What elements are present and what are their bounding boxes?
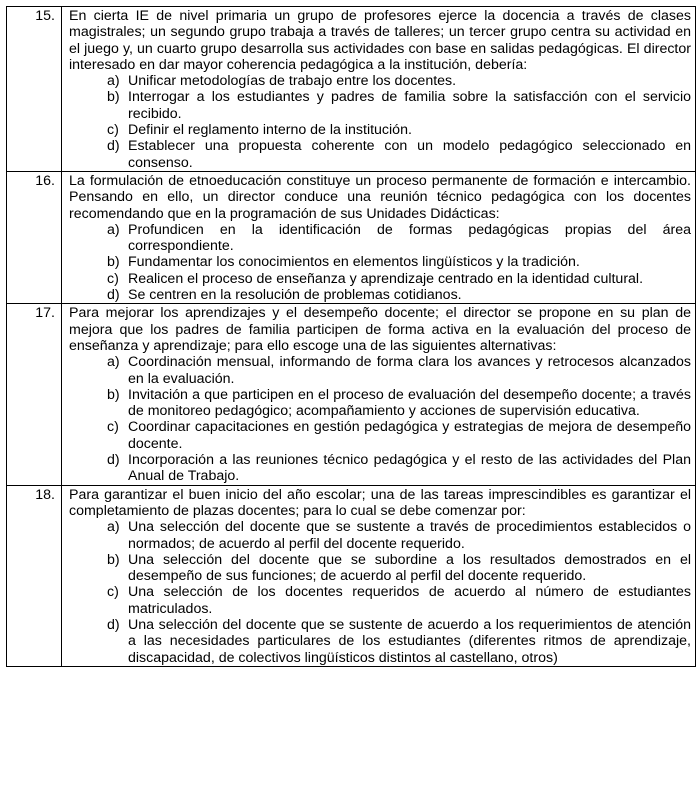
question-stem: La formulación de etnoeducación constituye un proceso permanente de formación e intercambio. Pensando en ello, un director conduce una reunión técnico pedagógica con los docentes recomendando que en la programación de sus Unidades Didácticas: [69,172,691,222]
option-text: Realicen el proceso de enseñanza y aprendizaje centrado en la identidad cultural. [128,270,644,287]
options-list [69,354,691,484]
options-list [69,222,691,303]
questions-table [6,6,696,667]
question-row [7,171,696,303]
option-item [69,287,691,303]
option-label: c) [107,122,119,139]
option-label: a) [107,73,120,90]
option-item [69,584,691,617]
option-label: b) [107,386,120,403]
question-body [62,7,696,172]
option-text: Una selección del docente que se sustente a través de procedimientos establecidos o normados; de acuerdo al perfil del docente requerido. [128,519,691,552]
question-body [62,485,696,666]
option-item [69,73,691,89]
option-label: b) [107,254,120,271]
option-text: Profundicen en la identificación de formas pedagógicas propias del área correspondiente. [128,221,691,255]
option-item [69,617,691,666]
option-label: c) [107,419,119,436]
exam-page [6,6,696,667]
option-item [69,271,691,287]
option-item [69,138,691,171]
option-label: d) [107,616,120,633]
option-label: a) [107,221,120,238]
question-number: 15. [7,7,62,172]
question-stem: Para garantizar el buen inicio del año escolar; una de las tareas imprescindibles es garantizar el completamiento de plazas docentes; para lo cual se debe comenzar por: [69,486,691,519]
option-item [69,519,691,552]
question-row [7,304,696,485]
option-item [69,89,691,122]
option-text: Definir el reglamento interno de la institución. [128,122,412,139]
question-stem: Para mejorar los aprendizajes y el desempeño docente; el director se propone en su plan de mejora que los padres de familia participen de forma activa en la evaluación del proceso de enseñanza y aprendizaje; para ello escoge una de las siguientes alternativas: [69,305,691,354]
option-label: b) [107,89,120,106]
question-row [7,485,696,666]
option-label: a) [107,354,120,371]
question-number: 16. [7,171,62,303]
option-label: b) [107,551,120,568]
question-number: 17. [7,304,62,485]
option-text: Interrogar a los estudiantes y padres de familia sobre la satisfacción con el servicio recibido. [128,89,691,122]
option-label: d) [107,452,120,469]
option-item [69,387,691,420]
option-item [69,452,691,485]
options-list [69,73,691,171]
option-text: Fundamentar los conocimientos en elementos lingüísticos y la tradición. [128,254,580,271]
option-text: Una selección del docente que se subordine a los resultados demostrados en el desempeño de sus funciones; de acuerdo al perfil del docente requerido. [128,551,691,585]
question-body [62,304,696,485]
question-number: 18. [7,485,62,666]
option-item [69,552,691,585]
option-text: Coordinación mensual, informando de forma clara los avances y retrocesos alcanzados en la evaluación. [128,354,691,387]
option-label: c) [107,584,119,601]
option-label: d) [107,287,120,304]
option-label: c) [107,270,119,287]
option-text: Incorporación a las reuniones técnico pedagógica y el resto de las actividades del Plan Anual de Trabajo. [128,452,691,485]
option-text: Unificar metodologías de trabajo entre los docentes. [128,73,457,90]
option-item [69,254,691,270]
question-row [7,7,696,172]
option-item [69,222,691,255]
option-item [69,354,691,387]
option-text: Una selección del docente que se sustente de acuerdo a los requerimientos de atención a las necesidades particulares de los estudiantes (diferentes ritmos de aprendizaje, discapacidad, de colectivos lingüísticos distintos al castellano, otros) [128,616,691,666]
options-list [69,519,691,666]
question-body [62,171,696,303]
option-text: Se centren en la resolución de problemas cotidianos. [128,287,462,304]
question-stem: En cierta IE de nivel primaria un grupo de profesores ejerce la docencia a través de clases magistrales; un segundo grupo trabaja a través de talleres; un tercer grupo centra su actividad en el juego y, un cuarto grupo desarrolla sus actividades con base en salidas pedagógicas. El director interesado en dar mayor coherencia pedagógica a la institución, debería: [69,8,691,73]
option-label: a) [107,519,120,536]
option-text: Una selección de los docentes requeridos de acuerdo al número de estudiantes matriculados. [128,584,691,617]
option-label: d) [107,138,120,155]
option-text: Invitación a que participen en el proceso de evaluación del desempeño docente; a través de monitoreo pedagógico; acompañamiento y acciones de supervisión educativa. [128,386,691,420]
option-text: Establecer una propuesta coherente con un modelo pedagógico seleccionado en consenso. [128,138,691,171]
option-text: Coordinar capacitaciones en gestión pedagógica y estrategias de mejora de desempeño docente. [128,419,691,452]
option-item [69,419,691,452]
option-item [69,122,691,138]
